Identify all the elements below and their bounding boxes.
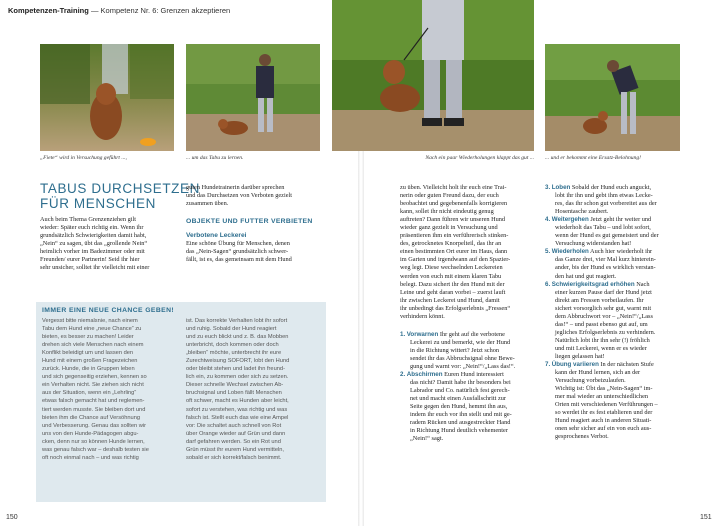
col3-line: einen bestimmten Ort eurer im Haus, dann	[400, 248, 508, 256]
box-line: unterbricht, doch kommen oder doch	[186, 342, 279, 349]
step-line: Jetzt geht ihr weiter und	[588, 216, 652, 224]
step-number: 6.	[545, 280, 551, 288]
box-line: Tabu dem Hund eine „neue Chance“ zu	[42, 326, 142, 333]
info-box	[36, 302, 326, 502]
step-line: res, das ihr schon gut vorbereitet aus der	[555, 200, 657, 208]
column-3-text	[400, 184, 536, 443]
step-line: Orten mit verschiedenen Verführungen –	[555, 401, 658, 409]
box-line: drehen sich viele Menschen nach einem	[42, 342, 144, 349]
column-2-text	[186, 184, 322, 264]
col3-line: weg legt. Diese wechselnden Leckereien	[400, 264, 503, 272]
running-header	[8, 6, 230, 15]
box-line: aus der Situation, wenn ein „Lehrling“	[42, 390, 137, 397]
step-line: kann der Hund lernen, sich an der	[555, 369, 641, 377]
step-line: in Richtung Hund deutlich vehementer	[410, 427, 508, 435]
box-line: was genau falsch war – deshalb testen sie	[42, 446, 149, 453]
header-sep: —	[90, 6, 99, 15]
col2-line: und das Durchsetzen von Verboten gezielt	[186, 192, 293, 200]
step-line: Hund reagiert auch in anderen Situati-	[555, 417, 652, 425]
box-line: vor: Die schaltet auch schnell von Rot	[186, 422, 282, 429]
col3-line: zu üben. Vielleicht holt ihr euch eine Trai-	[400, 184, 507, 191]
step-3	[545, 184, 685, 216]
step-line: den hat und gut reagiert.	[555, 272, 617, 280]
col1-line: sehr unsicher, solltet ihr vielleicht mit einer	[40, 264, 150, 272]
col3-line: ihr unbedingt das Erfolgserlebnis „Fressen“	[400, 304, 511, 312]
col3-line: werden von euch mit einem klaren Tabu	[400, 272, 502, 280]
box-line: sofort zu verstehen, was richtig und was	[186, 406, 288, 413]
col3-line: verhindern könnt.	[400, 312, 445, 320]
step-line: mer mal wieder an unterschiedlichen	[555, 393, 649, 401]
step-line: das!“ – und passt ebenso gut auf, um	[555, 320, 648, 328]
box-line: Hund mit einem großen Fragezeichen	[42, 358, 138, 365]
step-keyword: Schwierigkeitsgrad erhöhen	[551, 280, 635, 288]
step-line: sendet ihr das Abbruchsignal ohne Bewe-	[410, 354, 515, 362]
step-number: 3.	[545, 184, 551, 191]
box-line: falsch ist. Stellt euch das wie eine Ampel	[186, 414, 289, 421]
box-line: uns von den Hunde-Pädagogen abgu-	[42, 430, 139, 437]
step-keyword: Wiederholen	[551, 248, 589, 256]
box-left-column	[42, 317, 176, 462]
step-line: Euren Hund interessiert	[442, 371, 504, 379]
col1-line: „Nein“ zu sagen, übt das „grollende Nein“	[40, 240, 148, 248]
step-line: gesprochenes Verbot.	[555, 433, 609, 441]
step-line: onen sehr sicher auf ein von euch aus-	[555, 425, 652, 433]
photo-repetitions-work	[332, 0, 534, 151]
page-number-left: 150	[6, 514, 18, 521]
step-line: Wichtig ist: Übt das „Nein-Sagen“ im-	[555, 385, 653, 393]
col3-line: nerin oder guten Freund dazu, der euch	[400, 192, 499, 200]
step-number: 5.	[545, 248, 551, 256]
box-line: Grün müsst ihr eurem Hund vermitteln,	[186, 446, 284, 453]
step-line: Versuchung widerstanden hat!	[555, 240, 632, 248]
box-line: Vergesst bitte niemalsnie, nach einem	[42, 318, 138, 324]
step-number: 2.	[400, 371, 406, 379]
col3-line: auftreten? Dann führen wir unseren Hund	[400, 216, 506, 224]
col1-line: wieder: Später euch richtig ein. Wenn ihr	[40, 224, 144, 232]
col2-line: das „Nein-Sagen“ grundsätzlich schwer-	[186, 248, 289, 256]
step-2	[400, 371, 536, 443]
step-line: in die Richtung wittert? Jetzt schon	[410, 346, 500, 354]
box-line: über Orange wieder auf Grün und dann	[186, 430, 286, 437]
col1-line: grundsätzlich Schwierigkeiten damit habt,	[40, 232, 147, 240]
box-line: ein Verhalten nicht. Sie ziehen sich nicht	[42, 382, 144, 389]
col3-line: beobachtet und gegebenenfalls korrigieren	[400, 200, 508, 208]
objects-heading: OBJEKTE UND FUTTER VERBIETEN	[186, 218, 313, 226]
caption-3: Nach ein paar Wiederholungen klappt das gut ...	[425, 155, 534, 161]
col3-line: Leine und geht daran vorbei – zuerst lauft	[400, 288, 506, 296]
step-line: Leckerei zu und bemerkt, wie der Hund	[410, 338, 511, 346]
box-line: Zurechtweisung SOFORT, lobt den Hund	[186, 358, 290, 365]
step-line: direkt am Fressen vorbeilaufen. Ihr	[555, 296, 644, 304]
page-number-right: 151	[700, 514, 712, 521]
box-line: oft noch einmal nach – und was richtig	[42, 454, 139, 461]
box-line: und sich gegenseitig erziehen, kennen so	[42, 374, 147, 381]
step-6	[545, 281, 685, 361]
box-line: sobald er sich korrekt/falsch benimmt.	[186, 454, 282, 461]
step-4	[545, 216, 685, 248]
step-number: 1.	[400, 330, 406, 338]
box-line: Dieser schnelle Wechsel zwischen Ab-	[186, 382, 284, 389]
box-line: bieten ihm die Chance auf Versöhnung	[42, 414, 141, 421]
box-line: oder bleibt stehen und ladet ihn freund-	[186, 366, 285, 373]
box-line: etwas falsch gemacht hat und reglemen-	[42, 398, 145, 405]
step-keyword: Übung variieren	[551, 361, 599, 369]
header-section: Kompetenzen-Training	[8, 6, 89, 15]
step-line: sichert vorsorglich sehr gut, warnt mit	[555, 304, 652, 312]
box-line: und Verbesserung. Genau das sollten wir	[42, 422, 147, 429]
step-5	[545, 248, 685, 280]
step-line: das nicht? Damit habe ihr besonders bei	[410, 379, 511, 387]
step-1	[400, 331, 536, 371]
box-line: darf gefahren werden. So ein Rot und	[186, 438, 281, 445]
col3-line: des, getrocknetes Knorpelteil, das ihr an	[400, 240, 502, 248]
col1-line: Freunden/ eurer Partnerin! Seid ihr hier	[40, 256, 140, 264]
caption-4: ... und er bekommt eine Ersatz-Belohnung!	[545, 155, 642, 161]
box-line: „bleiben“ möchte, unterbrecht ihr eure	[186, 350, 282, 357]
column-1-text	[40, 216, 176, 272]
box-title: IMMER EINE NEUE CHANCE GEBEN!	[42, 307, 175, 314]
step-line: Labrador und Co. natürlich fest gerech-	[410, 387, 510, 395]
step-line: Sobald der Hund euch anguckt,	[570, 184, 652, 191]
step-line: lobt ihr ihn und gebt ihm etwas Lecke-	[555, 192, 653, 200]
step-line: indem ihr euch vor ihn stellt und mit ge-	[410, 411, 512, 419]
box-right-column	[186, 317, 322, 462]
step-line: Auch hier wiederholt ihr	[588, 248, 653, 256]
box-line: und zu euch blickt und z. B. das Mobben	[186, 334, 289, 341]
step-line: Nach	[634, 280, 650, 288]
col2-line: fällt, ist es, das gemeinsam mit dem Hund	[186, 256, 292, 264]
step-line: Ihr geht auf die verbotene	[438, 330, 505, 338]
col3-line: präsentieren ihm ein verführerisch stinken-	[400, 232, 509, 240]
column-4-text	[545, 184, 685, 442]
col3-line: im Garten und irgendwann auf den Spazier-	[400, 256, 511, 264]
step-line: radem Rücken und ausgestreckter Hand	[410, 419, 511, 427]
box-line: Konflikt beleidigt um und lassen den	[42, 350, 134, 357]
box-line: lich ein, zu kommen oder sich zu setzen.	[186, 374, 289, 381]
step-line: wiederholt das Tabu – und lobt sofort,	[555, 224, 651, 232]
photo-dog-tempted	[40, 44, 174, 151]
col2-line: Eine schöne Übung für Menschen, denen	[186, 240, 290, 248]
box-line: cken, denn nur so können Hunde lernen,	[42, 438, 145, 445]
step-line: Seite gegen den Hund, hemmt ihn aus,	[410, 403, 508, 411]
article-title	[40, 181, 200, 211]
step-line: „Nein!“ sagt.	[410, 435, 444, 443]
step-line: gung und warnt vor: „Nein!“/„Lass das!“.	[410, 362, 516, 370]
leckerei-heading: Verbotene Leckerei	[186, 232, 247, 240]
step-line: und mit Leckerei, wenn er es wieder	[555, 344, 647, 352]
header-chapter: Kompetenz Nr. 6: Grenzen akzeptieren	[100, 6, 231, 15]
step-keyword: Vorwarnen	[406, 330, 439, 338]
box-line: tiert werden musste. Sie bleiben dort und	[42, 406, 146, 413]
box-line: und ruhig. Sobald der Hund reagiert	[186, 326, 277, 333]
col2-line: zusammen üben.	[186, 200, 229, 208]
col3-line: wieder ganz gezielt in Versuchung und	[400, 224, 498, 232]
box-line: oft schwer, macht es Hunden aber leicht,	[186, 398, 289, 405]
step-line: In der nächsten Stufe	[598, 361, 654, 369]
photo-replacement-reward	[545, 44, 680, 151]
step-line: liegen gelassen hat!	[555, 352, 605, 360]
col3-line: belegt. Dazu sichert ihr den Hund mit der	[400, 280, 505, 288]
step-line: Versuchung vorbeizulaufen.	[555, 377, 626, 385]
title-line-2: FÜR MENSCHEN	[40, 196, 156, 211]
box-line: zurück. Hunde, die in Gruppen leben	[42, 366, 135, 373]
box-line: bieten, es besser zu machen! Leider	[42, 334, 134, 341]
col1-line: heimlich vorher im Badezimmer oder mit	[40, 248, 145, 256]
step-line: wenn der Hund es gut gemeistert und der	[555, 232, 659, 240]
col3-line: ihr zwischen Leckerei und Hund, damit	[400, 296, 500, 304]
step-line: net und macht einen Ausfallschritt zur	[410, 395, 506, 403]
step-keyword: Loben	[551, 184, 571, 191]
col1-line: Auch beim Thema Grenzenziehen gilt	[40, 216, 137, 223]
step-number: 7.	[545, 361, 551, 369]
step-line: so werdet ihr es fest etablieren und der	[555, 409, 653, 417]
step-line: das Ganze drei, vier Mal kurz hinterein-	[555, 256, 656, 264]
step-7	[545, 361, 685, 441]
col3-line: kann, sollet ihr nicht eindeutig genug	[400, 208, 494, 216]
title-line-1: TABUS DURCHSETZEN	[40, 181, 200, 196]
step-line: Natürlich lobt ihr ihn sehr (!) fröhlich	[555, 336, 650, 344]
caption-2: ... um das Tabu zu lernen.	[186, 155, 244, 161]
step-line: einer kurzen Pause darf der Hund jetzt	[555, 288, 652, 296]
step-keyword: Abschirmen	[406, 371, 443, 379]
step-number: 4.	[545, 216, 551, 224]
step-line: Hosentasche zaubert.	[555, 208, 609, 216]
step-line: ander, bis der Hund es wirklich verstan-	[555, 264, 656, 272]
box-line: ist. Das korrekte Verhalten lobt ihr sofort	[186, 318, 288, 324]
step-keyword: Weitergehen	[551, 216, 589, 224]
col2-line: guten Hundetrainerin darüber sprechen	[186, 184, 285, 191]
step-line: jegliches Erfolgserlebnis zu verhindern.	[555, 328, 656, 336]
photo-taboo-learning	[186, 44, 320, 151]
box-line: bruchsignal und Loben fällt Menschen	[186, 390, 282, 397]
step-line: dem Abbruchwort vor – „Nein!“/„Lass	[555, 312, 653, 320]
caption-1: „Fiete“ wird in Versuchung geführt ...,	[40, 155, 127, 161]
